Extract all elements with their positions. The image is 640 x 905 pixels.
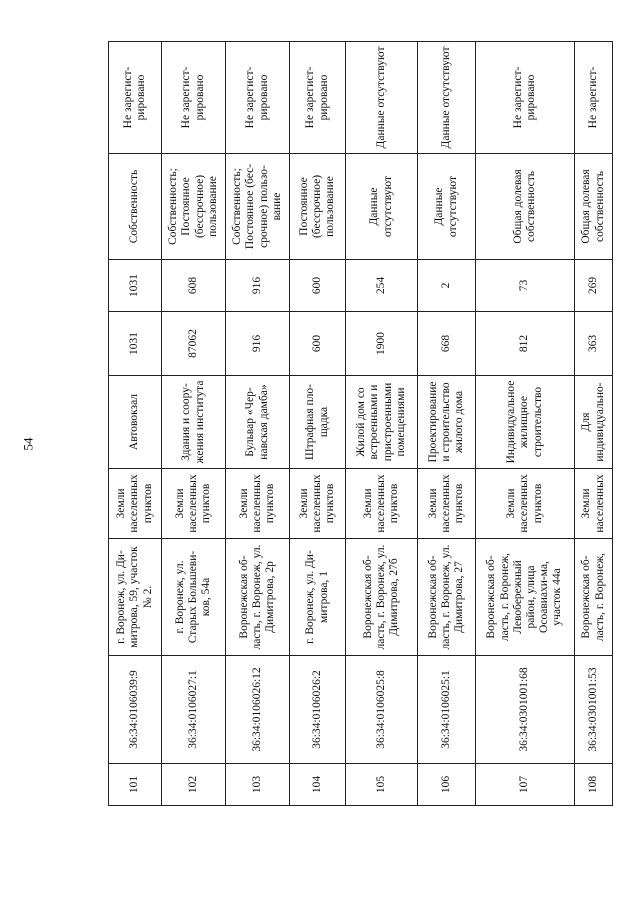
cell-area-affected: 608 <box>162 260 226 312</box>
cell-right-type: Общая долевая собственность <box>476 154 575 260</box>
cell-area-affected: 254 <box>346 260 418 312</box>
cell-land-category: Земли населенных пунктов <box>226 469 290 539</box>
cell-land-category: Земли населенных пунктов <box>346 469 418 539</box>
cell-registration: Не зарегист-рировано <box>226 42 290 154</box>
cell-right-type: Собственность; Постоянное (бес-срочное) пользо-вание <box>226 154 290 260</box>
cell-number: 107 <box>476 764 575 806</box>
cell-land-category: Земли населенных пунктов <box>109 469 162 539</box>
table-wrapper <box>108 42 612 806</box>
cell-area: 600 <box>290 312 346 376</box>
cell-area-affected: 1031 <box>109 260 162 312</box>
cell-area: 812 <box>476 312 575 376</box>
rotated-table-frame <box>108 42 612 806</box>
table-row <box>346 42 418 806</box>
cell-right-type: Данные отсутствуют <box>346 154 418 260</box>
cell-number: 105 <box>346 764 418 806</box>
table-row <box>575 42 613 806</box>
table-row <box>290 42 346 806</box>
cell-address: Воронежская об-ласть, г. Воронеж, ул. Димитрова, 2р <box>226 539 290 656</box>
cell-registration: Не зарегист-рировано <box>109 42 162 154</box>
cell-area: 916 <box>226 312 290 376</box>
cell-right-type: Собственность <box>109 154 162 260</box>
cell-permitted-use: Жилой дом со встроенными и пристроенными помещениями <box>346 376 418 469</box>
page-number: 54 <box>20 437 36 451</box>
cell-permitted-use: Для индивидуально- <box>575 376 613 469</box>
cell-permitted-use: Здания и соору-жения института <box>162 376 226 469</box>
land-plots-table <box>108 41 613 806</box>
cell-right-type: Постоянное (бессрочное) пользование <box>290 154 346 260</box>
table-row <box>162 42 226 806</box>
cell-right-type: Данные отсутствуют <box>418 154 476 260</box>
cell-permitted-use: Бульвар «Чер-навская дамба» <box>226 376 290 469</box>
cell-permitted-use: Индивидуальное жилищное строительство <box>476 376 575 469</box>
cell-number: 103 <box>226 764 290 806</box>
cell-address: Воронежская об-ласть, г. Воронеж, ул. Димитрова, 27б <box>346 539 418 656</box>
cell-address: г. Воронеж, ул. Ди-митрова, 59, участок № 2. <box>109 539 162 656</box>
cell-cadastral-number: 36:34:0106025:1 <box>418 656 476 764</box>
cell-area-affected: 916 <box>226 260 290 312</box>
cell-cadastral-number: 36:34:0106039:9 <box>109 656 162 764</box>
cell-address: г. Воронеж, ул. Ди-митрова, 1 <box>290 539 346 656</box>
cell-right-type: Собственность; Постоянное (бессрочное) пользование <box>162 154 226 260</box>
cell-registration: Не зарегист- <box>575 42 613 154</box>
cell-area: 87062 <box>162 312 226 376</box>
cell-number: 108 <box>575 764 613 806</box>
cell-area: 363 <box>575 312 613 376</box>
cell-address: Воронежская об-ласть, г. Воронеж, Левобережный район, улица Осоавиахи-ма, участок 44а <box>476 539 575 656</box>
cell-land-category: Земли населенных пунктов <box>476 469 575 539</box>
cell-cadastral-number: 36:34:0106027:1 <box>162 656 226 764</box>
cell-permitted-use: Проектирование и строительство жилого дома <box>418 376 476 469</box>
cell-address: г. Воронеж, ул. Старых Большеви-ков, 54а <box>162 539 226 656</box>
cell-permitted-use: Штрафная пло-щадка <box>290 376 346 469</box>
cell-registration: Данные отсутствуют <box>346 42 418 154</box>
cell-area-affected: 73 <box>476 260 575 312</box>
cell-cadastral-number: 36:34:0106026:12 <box>226 656 290 764</box>
cell-registration: Не зарегист-рировано <box>476 42 575 154</box>
cell-number: 106 <box>418 764 476 806</box>
cell-area-affected: 2 <box>418 260 476 312</box>
cell-address: Воронежская об-ласть, г. Воронеж, <box>575 539 613 656</box>
cell-address: Воронежская об-ласть, г. Воронеж, ул. Димитрова, 27 <box>418 539 476 656</box>
cell-area-affected: 269 <box>575 260 613 312</box>
cell-area: 1900 <box>346 312 418 376</box>
cell-area-affected: 600 <box>290 260 346 312</box>
table-body <box>109 42 613 806</box>
table-row <box>418 42 476 806</box>
cell-cadastral-number: 36:34:0106026:2 <box>290 656 346 764</box>
cell-cadastral-number: 36:34:0106025:8 <box>346 656 418 764</box>
cell-land-category: Земли населенных <box>575 469 613 539</box>
cell-number: 102 <box>162 764 226 806</box>
cell-registration: Данные отсутствуют <box>418 42 476 154</box>
cell-area: 1031 <box>109 312 162 376</box>
cell-number: 101 <box>109 764 162 806</box>
table-row <box>109 42 162 806</box>
cell-land-category: Земли населенных пунктов <box>162 469 226 539</box>
cell-cadastral-number: 36:34:0301001:53 <box>575 656 613 764</box>
cell-land-category: Земли населенных пунктов <box>290 469 346 539</box>
cell-registration: Не зарегист-рировано <box>162 42 226 154</box>
cell-right-type: Общая долевая собственность <box>575 154 613 260</box>
cell-area: 668 <box>418 312 476 376</box>
table-row <box>226 42 290 806</box>
table-row <box>476 42 575 806</box>
cell-cadastral-number: 36:34:0301001:68 <box>476 656 575 764</box>
cell-permitted-use: Автовокзал <box>109 376 162 469</box>
cell-number: 104 <box>290 764 346 806</box>
cell-registration: Не зарегист-рировано <box>290 42 346 154</box>
cell-land-category: Земли населенных пунктов <box>418 469 476 539</box>
